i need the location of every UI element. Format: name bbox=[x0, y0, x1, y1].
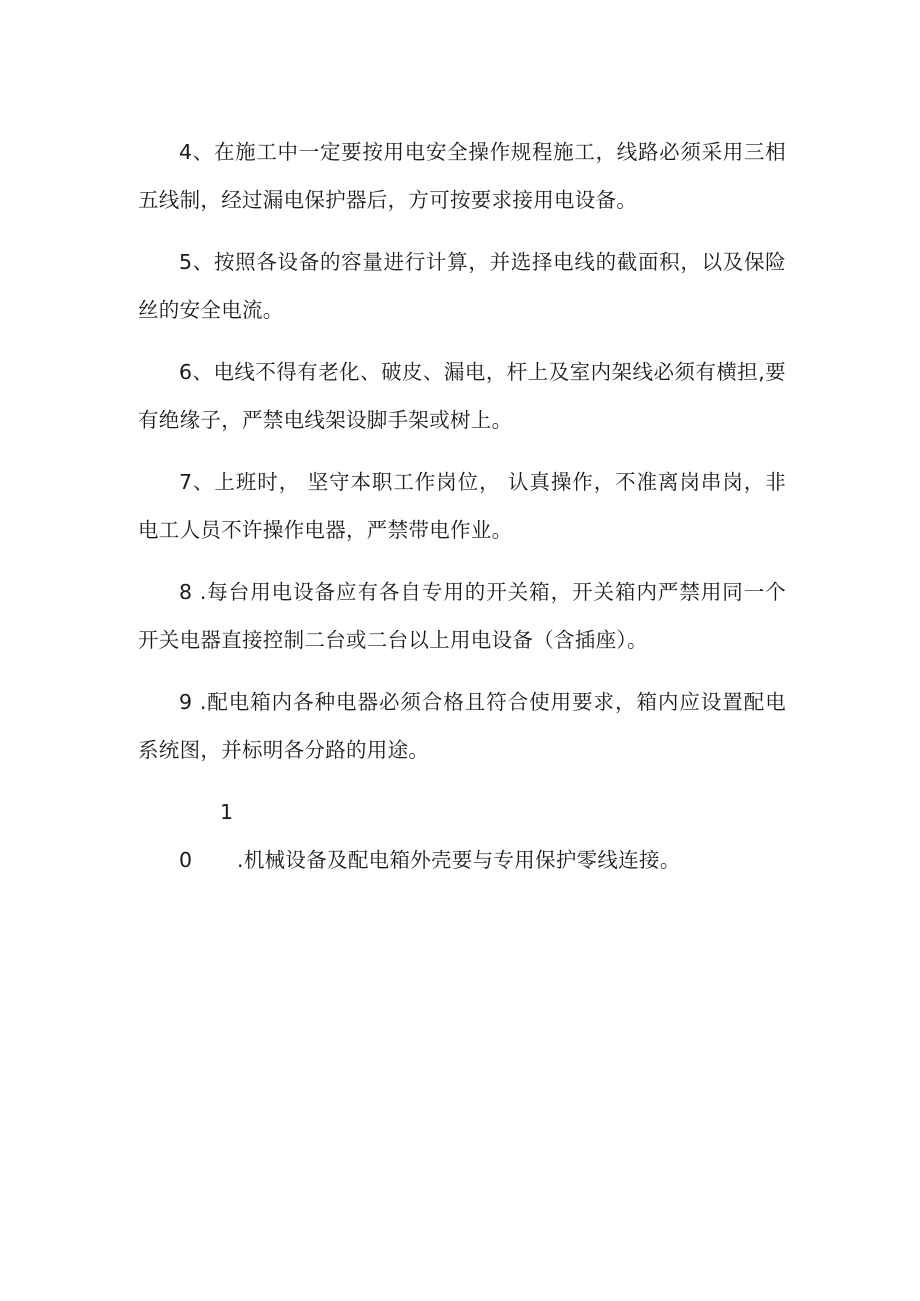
document-body bbox=[138, 128, 786, 898]
item-text: 上班时， 坚守本职工作岗位， 认真操作，不准离岗串岗，非电工人员不许操作电器，严禁带电作业。 bbox=[138, 470, 786, 542]
paragraph-item-4 bbox=[138, 128, 786, 224]
item-text: 在施工中一定要按用电安全操作规程施工，线路必须采用三相五线制，经过漏电保护器后，方可按要求接用电设备。 bbox=[138, 140, 786, 212]
item-number: 6、 bbox=[179, 360, 214, 384]
item-number: 8 bbox=[179, 580, 200, 604]
item-number: 9 bbox=[179, 690, 200, 714]
item-number: 4、 bbox=[179, 140, 214, 164]
item-text: .配电箱内各种电器必须合格且符合使用要求，箱内应设置配电系统图，并标明各分路的用途。 bbox=[138, 690, 786, 762]
item-number: 5、 bbox=[179, 250, 214, 274]
item-text: .机械设备及配电箱外壳要与专用保护零线连接。 bbox=[237, 848, 681, 872]
paragraph-item-10 bbox=[138, 788, 786, 884]
item-text: .每台用电设备应有各自专用的开关箱，开关箱内严禁用同一个开关电器直接控制二台或二台以上用电设备（含插座）。 bbox=[138, 580, 786, 652]
paragraph-item-9 bbox=[138, 678, 786, 774]
item-number: 7、 bbox=[179, 470, 215, 494]
item-text: 按照各设备的容量进行计算，并选择电线的截面积，以及保险丝的安全电流。 bbox=[138, 250, 786, 322]
item-text: 电线不得有老化、破皮、漏电，杆上及室内架线必须有横担,要有绝缘子，严禁电线架设脚手架或树上。 bbox=[138, 360, 786, 432]
paragraph-item-6 bbox=[138, 348, 786, 444]
paragraph-item-7 bbox=[138, 458, 786, 554]
paragraph-item-5 bbox=[138, 238, 786, 334]
item-number: 10 bbox=[179, 800, 234, 872]
paragraph-item-8 bbox=[138, 568, 786, 664]
